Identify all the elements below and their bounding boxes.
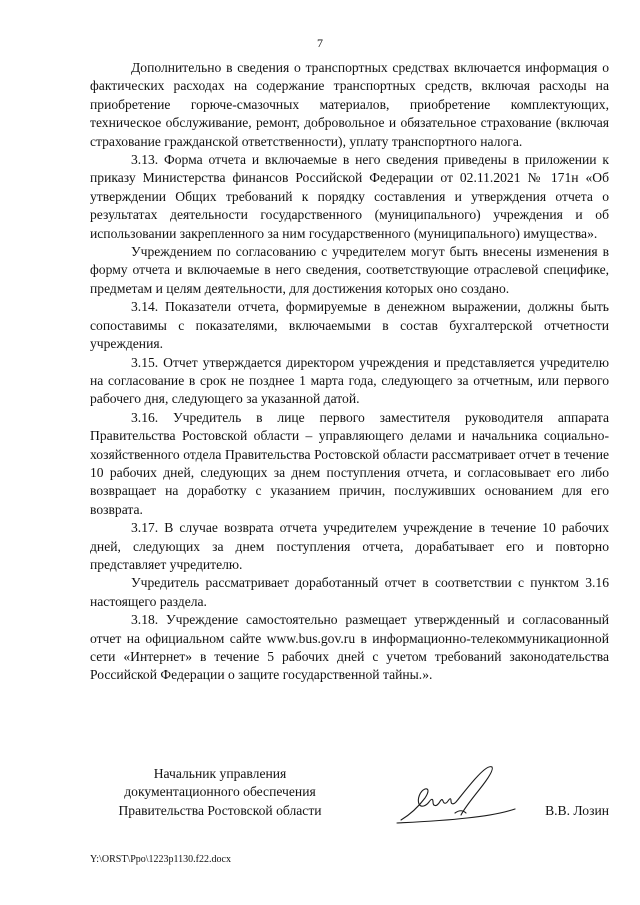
page-number: 7: [317, 36, 323, 50]
paragraph-3-14: 3.14. Показатели отчета, формируемые в денежном выражении, должны быть сопоставимы с показателями, включаемыми в состав бухгалтерской отчетности учреждения.: [90, 299, 609, 352]
signer-title-line: Начальник управления: [153, 766, 287, 781]
paragraph-transport-info: Дополнительно в сведения о транспортных средствах включается информация о фактических расходах на содержание транспортных средств, включая расходы на приобретение горюче-смазочных материалов, приобретение комплектующих, техническое обслуживание, ремонт, добровольное и обязательное страхование (включая страхование гражданской ответственности), уплату транспортного налога.: [90, 60, 609, 149]
paragraph-3-18: 3.18. Учреждение самостоятельно размещает утвержденный и согласованный отчет на официальном сайте www.bus.gov.ru в информационно-телекоммуникационной сети «Интернет» в течение 5 рабочих дней с учетом требований законодательства Российской Федерации о защите государственной тайны.».: [90, 612, 609, 683]
signer-title-line: Правительства Ростовской области: [118, 802, 322, 818]
paragraph-3-15: 3.15. Отчет утверждается директором учреждения и представляется учредителю на согласование в срок не позднее 1 марта года, следующего за отчетным, или первого рабочего дня, следующего за указанной датой.: [90, 354, 609, 407]
signer-title-line: документационного обеспечения: [124, 784, 316, 800]
signer-title: [90, 765, 350, 820]
signature-block: [90, 765, 609, 825]
paragraph-3-16: 3.16. Учредитель в лице первого заместителя руководителя аппарата Правительства Ростовской области – управляющего делами и начальника социально-хозяйственного отдела Правительства Ростовской области рассматривает отчет в течение 10 рабочих дней, следующих за днем поступления отчета, и согласовывает его либо возвращает на доработку с указанием причин, послуживших основанием для его возврата.: [90, 409, 609, 517]
paragraph-3-13: 3.13. Форма отчета и включаемые в него сведения приведены в приложении к приказу Министерства финансов Российской Федерации от 02.11.2021 № 171н «Об утверждении Общих требований к порядку составления и утверждения отчета о результатах деятельности государственного (муниципального) учреждения и об использовании закрепленного за ним государственного (муниципального) имущества».: [90, 152, 609, 241]
file-path: Y:\ORST\Ppo\1223p1130.f22.docx: [90, 854, 231, 865]
handwritten-signature: [395, 762, 517, 828]
paragraph-3-17: 3.17. В случае возврата отчета учредителем учреждение в течение 10 рабочих дней, следующих за днем поступления отчета, дорабатывает его и повторно представляет учредителю.: [90, 520, 609, 572]
paragraph-revised-report: Учредитель рассматривает доработанный отчет в соответствии с пунктом 3.16 настоящего раздела.: [90, 575, 609, 609]
document-body: [90, 59, 609, 685]
paragraph-form-changes: Учреждением по согласованию с учредителем могут быть внесены изменения в форму отчета и включаемые в него сведения, соответствующие отраслевой специфике, предметам и целям деятельности, для достижения которых оно создано.: [90, 244, 609, 296]
signer-name: В.В. Лозин: [545, 802, 609, 818]
